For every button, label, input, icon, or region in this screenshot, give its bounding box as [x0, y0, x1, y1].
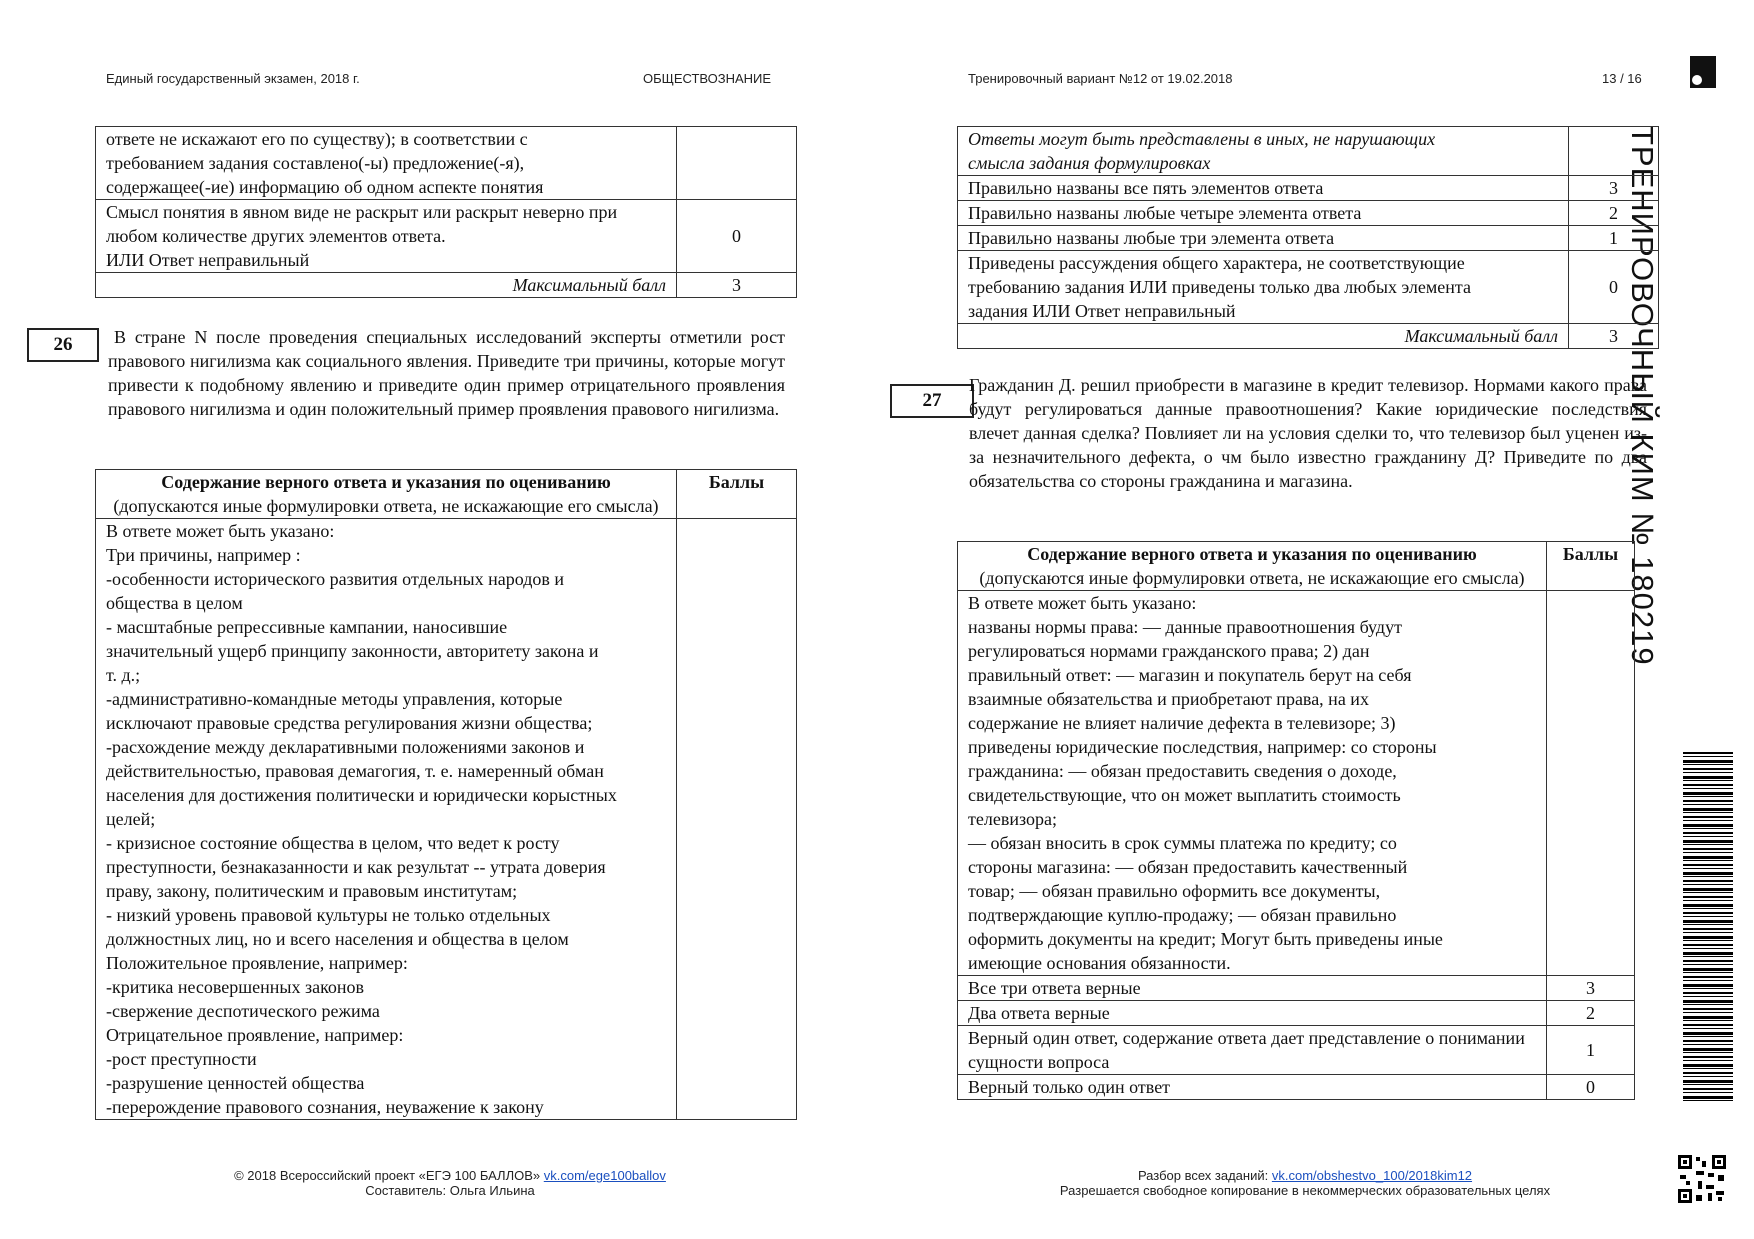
note-line: Ответы могут быть представлены в иных, не нарушающих	[968, 129, 1436, 149]
note-cell	[958, 127, 1569, 176]
answer-line: -критика несовершенных законов	[106, 977, 365, 997]
criteria-cell	[96, 127, 677, 200]
score-cell: 0	[1547, 1075, 1635, 1100]
table-row	[96, 200, 797, 273]
table-row	[958, 324, 1659, 349]
answer-header-cell	[958, 542, 1547, 591]
criteria-cell	[958, 251, 1569, 324]
table-row	[958, 591, 1635, 976]
max-score-value: 3	[1569, 324, 1659, 349]
answer-line: приведены юридические последствия, например: со стороны	[968, 737, 1437, 757]
note-line: смысла задания формулировках	[968, 153, 1211, 173]
score-header: Баллы	[677, 470, 797, 519]
answer-line: -перерождение правового сознания, неуважение к закону	[106, 1097, 544, 1117]
table-row	[96, 519, 797, 1120]
table-row	[96, 470, 797, 519]
answer-line: -особенности исторического развития отдельных народов и	[106, 569, 565, 589]
criteria-line: содержащее(-ие) информацию об одном аспекте понятия	[106, 177, 544, 197]
score-cell: 3	[1547, 976, 1635, 1001]
score-cell	[677, 519, 797, 1120]
table-row	[96, 127, 797, 200]
answer-line: Три причины, например :	[106, 545, 301, 565]
answer-line: населения для достижения политически и юридически корыстных	[106, 785, 617, 805]
criteria-cell: Все три ответа верные	[958, 976, 1547, 1001]
table-row	[958, 976, 1635, 1001]
q26-answer-table	[95, 469, 797, 1120]
criteria-cell: Правильно названы любые три элемента ответа	[958, 226, 1569, 251]
answer-header-cell	[96, 470, 677, 519]
criteria-line: требованием задания составлено(-ы) предложение(-я),	[106, 153, 525, 173]
answer-line: В ответе может быть указано:	[968, 593, 1197, 613]
max-score-label: Максимальный балл	[96, 273, 677, 298]
answer-line: - кризисное состояние общества в целом, что ведет к росту	[106, 833, 560, 853]
answer-line: должностных лиц, но и всего населения и общества в целом	[106, 929, 569, 949]
score-cell: 2	[1547, 1001, 1635, 1026]
answer-line: -рост преступности	[106, 1049, 257, 1069]
question-27-text: Гражданин Д. решил приобрести в магазине в кредит телевизор. Нормами какого права будут регулироваться данные правоотношения? Какие юридические последствия влечет данная сделка? Повлияет ли на условия сделки то, что телевизор был уценен из-за незначительного дефекта, о чм было известно гражданину Д? Приведите по два обязательства со стороны гражданина и магазина.	[969, 375, 1647, 491]
answer-content-cell	[958, 591, 1547, 976]
table-row	[958, 127, 1659, 176]
answer-content-cell	[96, 519, 677, 1120]
answer-line: значительный ущерб принципу законности, авторитету закона и	[106, 641, 599, 661]
header-subject: ОБЩЕСТВОЗНАНИЕ	[643, 71, 772, 86]
answer-header-title: Содержание верного ответа и указания по оцениванию	[1027, 544, 1477, 564]
answer-line: т. д.;	[106, 665, 141, 685]
criteria-line: ИЛИ Ответ неправильный	[106, 250, 310, 270]
table-row	[958, 1001, 1635, 1026]
right-continuation-table	[957, 126, 1659, 349]
table-row	[96, 273, 797, 298]
max-score-value: 3	[677, 273, 797, 298]
score-cell: 1	[1547, 1026, 1635, 1075]
answer-header-note: (допускаются иные формулировки ответа, не искажающие его смысла)	[979, 568, 1525, 588]
answer-line: целей;	[106, 809, 156, 829]
header-page-number: 13 / 16	[1602, 71, 1642, 86]
criteria-line: любом количестве других элементов ответа.	[106, 226, 446, 246]
answer-header-note: (допускаются иные формулировки ответа, не искажающие его смысла)	[113, 496, 659, 516]
q27-answer-table	[957, 541, 1635, 1100]
question-26-text: В стране N после проведения специальных исследований эксперты отметили рост правового нигилизма как социального явления. Приведите три причины, которые могут привести к подобному явлению и приведите один пример отрицательного проявления правового нигилизма и один положительный пример проявления правового нигилизма.	[108, 327, 785, 419]
answer-line: В ответе может быть указано:	[106, 521, 335, 541]
table-row	[958, 201, 1659, 226]
answer-line: названы нормы права: — данные правоотношения будут	[968, 617, 1402, 637]
question-number-26: 26	[27, 328, 99, 362]
answer-line: -административно-командные методы управления, которые	[106, 689, 563, 709]
answer-line: - масштабные репрессивные кампании, наносившие	[106, 617, 508, 637]
answer-line: гражданина: — обязан предоставить сведения о доходе,	[968, 761, 1397, 781]
question-number-27: 27	[890, 384, 974, 418]
corner-mark-icon	[1690, 56, 1716, 88]
answer-line: преступности, безнаказанности и как результат -- утрата доверия	[106, 857, 606, 877]
footer-author: Составитель: Ольга Ильина	[365, 1183, 535, 1198]
answer-line: -разрушение ценностей общества	[106, 1073, 365, 1093]
criteria-cell: Правильно названы все пять элементов ответа	[958, 176, 1569, 201]
answer-line: - низкий уровень правовой культуры не только отдельных	[106, 905, 551, 925]
score-cell: 0	[1569, 251, 1659, 324]
vertical-kim-label: ТРЕНИРОВОЧНЫЙ КИМ № 180219	[1625, 126, 1660, 666]
score-cell: 1	[1569, 226, 1659, 251]
answer-line: праву, закону, политическим и правовым институтам;	[106, 881, 518, 901]
answer-header-title: Содержание верного ответа и указания по оцениванию	[161, 472, 611, 492]
criteria-cell: Верный только один ответ	[958, 1075, 1547, 1100]
score-cell: 0	[677, 200, 797, 273]
table-row	[958, 251, 1659, 324]
criteria-line: ответе не искажают его по существу); в соответствии с	[106, 129, 528, 149]
footer-right	[990, 1168, 1620, 1198]
answer-line: подтверждающие куплю-продажу; — обязан правильно	[968, 905, 1397, 925]
answer-line: Отрицательное проявление, например:	[106, 1025, 404, 1045]
answer-line: содержание не влияет наличие дефекта в телевизоре; 3)	[968, 713, 1396, 733]
answer-line: исключают правовые средства регулирования жизни общества;	[106, 713, 593, 733]
score-cell: 3	[1569, 176, 1659, 201]
answer-line: свидетельствующие, что он может выплатить стоимость	[968, 785, 1401, 805]
answer-line: -свержение деспотического режима	[106, 1001, 380, 1021]
qr-code	[1678, 1155, 1726, 1203]
barcode	[1683, 752, 1733, 1102]
answer-line: телевизора;	[968, 809, 1057, 829]
answer-line: правильный ответ: — магазин и покупатель берут на себя	[968, 665, 1412, 685]
criteria-cell: Два ответа верные	[958, 1001, 1547, 1026]
criteria-cell: Правильно названы любые четыре элемента ответа	[958, 201, 1569, 226]
criteria-line: требованию задания ИЛИ приведены только два любых элемента	[968, 277, 1471, 297]
score-cell	[677, 127, 797, 200]
table-row	[958, 1026, 1635, 1075]
table-row	[958, 176, 1659, 201]
footer-analysis-label: Разбор всех заданий:	[1137, 1168, 1269, 1183]
max-score-label: Максимальный балл	[958, 324, 1569, 349]
answer-line: — обязан вносить в срок суммы платежа по кредиту; со	[968, 833, 1397, 853]
answer-line: Положительное проявление, например:	[106, 953, 408, 973]
answer-line: общества в целом	[106, 593, 243, 613]
header-exam-title: Единый государственный экзамен, 2018 г.	[106, 71, 360, 86]
footer-link-obshestvo[interactable]: vk.com/obshestvo_100/2018kim12	[1271, 1168, 1473, 1183]
answer-line: имеющие основания обязанности.	[968, 953, 1231, 973]
table-row	[958, 1075, 1635, 1100]
answer-line: -расхождение между декларативными положениями законов и	[106, 737, 585, 757]
footer-left	[150, 1168, 750, 1198]
score-cell	[1569, 127, 1659, 176]
left-continuation-table	[95, 126, 797, 298]
footer-link-ege100ballov[interactable]: vk.com/ege100ballov	[543, 1168, 666, 1183]
answer-line: регулироваться нормами гражданского права; 2) дан	[968, 641, 1370, 661]
answer-line: стороны магазина: — обязан предоставить качественный	[968, 857, 1408, 877]
criteria-line: задания ИЛИ Ответ неправильный	[968, 301, 1236, 321]
criteria-line: Приведены рассуждения общего характера, не соответствующие	[968, 253, 1465, 273]
table-row	[958, 226, 1659, 251]
score-header: Баллы	[1547, 542, 1635, 591]
score-cell	[1547, 591, 1635, 976]
footer-license: Разрешается свободное копирование в некоммерческих образовательных целях	[1059, 1183, 1551, 1198]
criteria-cell: Верный один ответ, содержание ответа дает представление о понимании сущности вопроса	[958, 1026, 1547, 1075]
criteria-line: Смысл понятия в явном виде не раскрыт или раскрыт неверно при	[106, 202, 618, 222]
criteria-cell	[96, 200, 677, 273]
table-row	[958, 542, 1635, 591]
header-variant: Тренировочный вариант №12 от 19.02.2018	[968, 71, 1233, 86]
answer-line: взаимные обязательства и приобретают права, на их	[968, 689, 1369, 709]
footer-copyright: © 2018 Всероссийский проект «ЕГЭ 100 БАЛЛОВ»	[234, 1168, 541, 1183]
answer-line: действительностью, правовая демагогия, т. е. намеренный обман	[106, 761, 604, 781]
score-cell: 2	[1569, 201, 1659, 226]
answer-line: оформить документы на кредит; Могут быть приведены иные	[968, 929, 1443, 949]
answer-line: товар; — обязан правильно оформить все документы,	[968, 881, 1381, 901]
